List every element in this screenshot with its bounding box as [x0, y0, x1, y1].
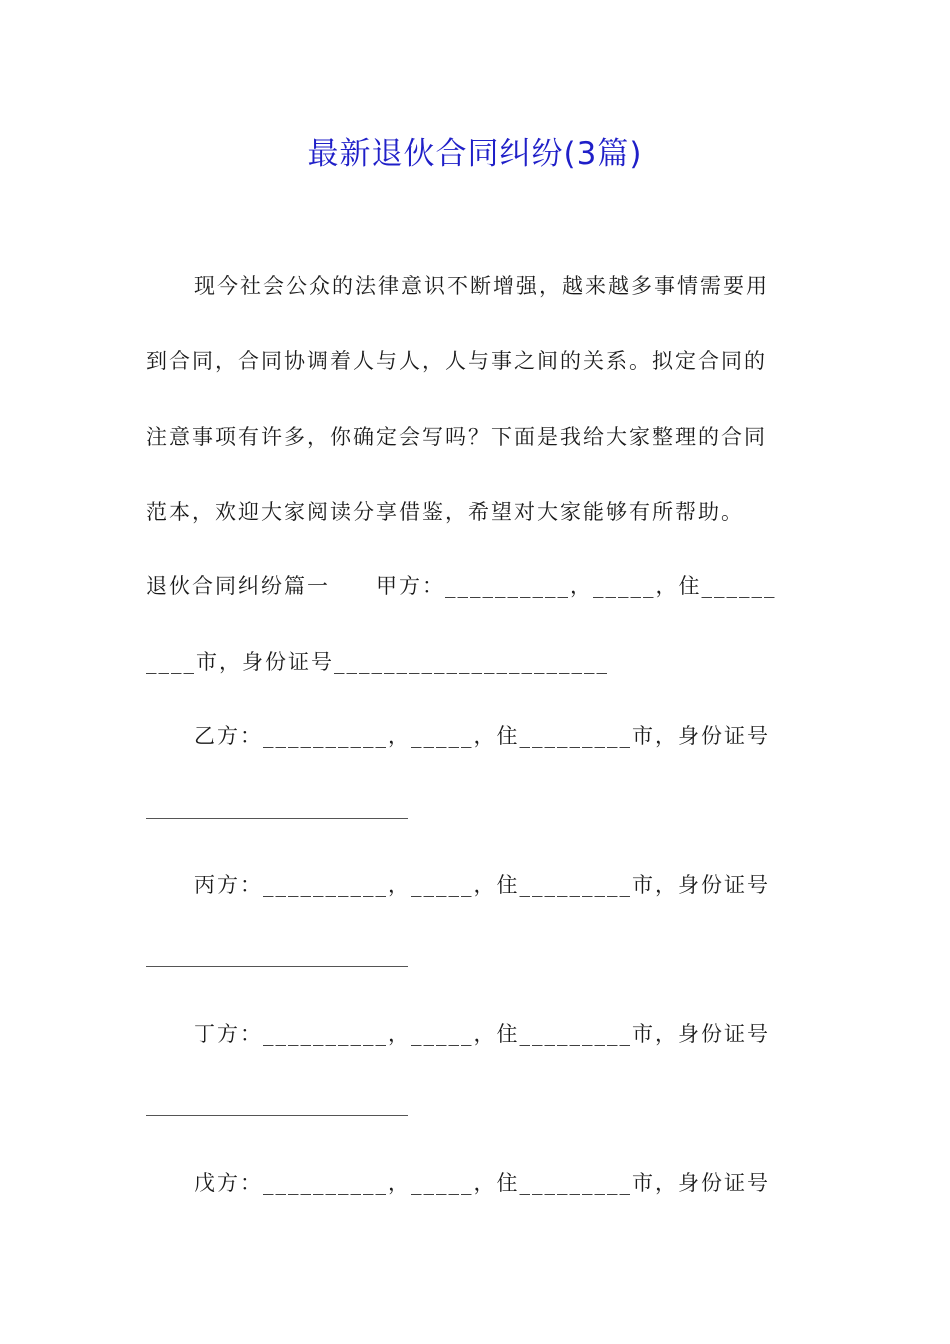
party-bing-id-blank	[146, 966, 408, 967]
section-heading-line: 退伙合同纠纷篇一 甲方：__________，_____，住______	[146, 574, 777, 598]
intro-line-3: 注意事项有许多，你确定会写吗？下面是我给大家整理的合同	[146, 425, 767, 449]
party-yi-id-blank	[146, 818, 408, 819]
intro-line-4: 范本，欢迎大家阅读分享借鉴，希望对大家能够有所帮助。	[146, 500, 744, 524]
party-ding-line: 丁方：__________，_____，住_________市，身份证号	[194, 1022, 770, 1046]
intro-line-1: 现今社会公众的法律意识不断增强，越来越多事情需要用	[194, 274, 769, 298]
document-title: 最新退伙合同纠纷(3篇)	[307, 136, 643, 172]
party-jia-id-line: ____市，身份证号______________________	[146, 650, 609, 674]
party-yi-line: 乙方：__________，_____，住_________市，身份证号	[194, 724, 770, 748]
intro-line-2: 到合同，合同协调着人与人，人与事之间的关系。拟定合同的	[146, 349, 767, 373]
party-ding-id-blank	[146, 1115, 408, 1116]
party-bing-line: 丙方：__________，_____，住_________市，身份证号	[194, 873, 770, 897]
party-wu-line: 戊方：__________，_____，住_________市，身份证号	[194, 1171, 770, 1195]
